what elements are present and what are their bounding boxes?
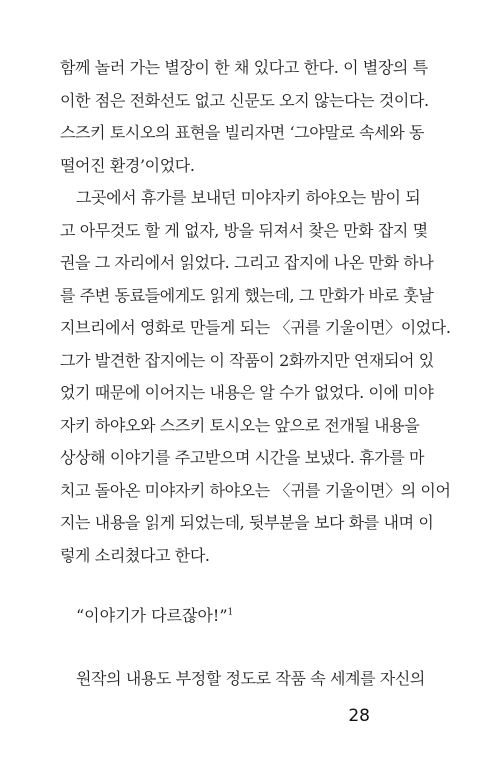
text-line: 그곳에서 휴가를 보내던 미야자키 하야오는 밤이 되 — [76, 188, 421, 207]
text-line: 권을 그 자리에서 읽었다. 그리고 잡지에 나온 만화 하나 — [60, 253, 434, 272]
paragraph-1 — [60, 52, 440, 182]
text-line: 스즈키 토시오의 표현을 빌리자면 ‘그야말로 속세와 동 — [60, 123, 425, 142]
quote-text: “이야기가 다르잖아!” — [76, 606, 228, 625]
text-line: 렇게 소리쳤다고 한다. — [60, 545, 210, 565]
text-line: 치고 돌아온 미야자키 하야오는 〈귀를 기울이면〉의 이어 — [60, 480, 451, 500]
paragraph-2 — [60, 182, 451, 572]
text-line: 를 주변 동료들에게도 읽게 했는데, 그 만화가 바로 훗날 — [60, 285, 434, 305]
text-line: 상상해 이야기를 주고받으며 시간을 보냈다. 휴가를 마 — [60, 448, 425, 467]
book-page-body — [60, 52, 451, 695]
footnote-marker[interactable]: 1 — [227, 607, 234, 618]
text-line: 함께 놀러 가는 별장이 한 채 있다고 한다. 이 별장의 특 — [60, 58, 428, 77]
text-line: 원작의 내용도 부정할 정도로 작품 속 세계를 자신의 — [76, 668, 425, 688]
text-line: 었기 때문에 이어지는 내용은 알 수가 없었다. 이에 미야 — [60, 383, 434, 402]
text-line: 자키 하야오와 스즈키 토시오는 앞으로 전개될 내용을 — [60, 415, 420, 435]
text-line: 그가 발견한 잡지에는 이 작품이 2화까지만 연재되어 있 — [60, 350, 434, 370]
text-line: 고 아무것도 할 게 없자, 방을 뒤져서 찾은 만화 잡지 몇 — [60, 220, 428, 240]
text-line: 이한 점은 전화선도 없고 신문도 오지 않는다는 것이다. — [60, 90, 429, 110]
quote-line — [60, 600, 440, 633]
paragraph-3 — [60, 663, 440, 696]
text-line: 지브리에서 영화로 만들게 되는 〈귀를 기울이면〉이었다. — [60, 318, 451, 337]
page-number: 28 — [348, 706, 370, 726]
text-line: 떨어진 환경’이었다. — [60, 155, 195, 175]
text-line: 지는 내용을 읽게 되었는데, 뒷부분을 보다 화를 내며 이 — [60, 513, 434, 532]
